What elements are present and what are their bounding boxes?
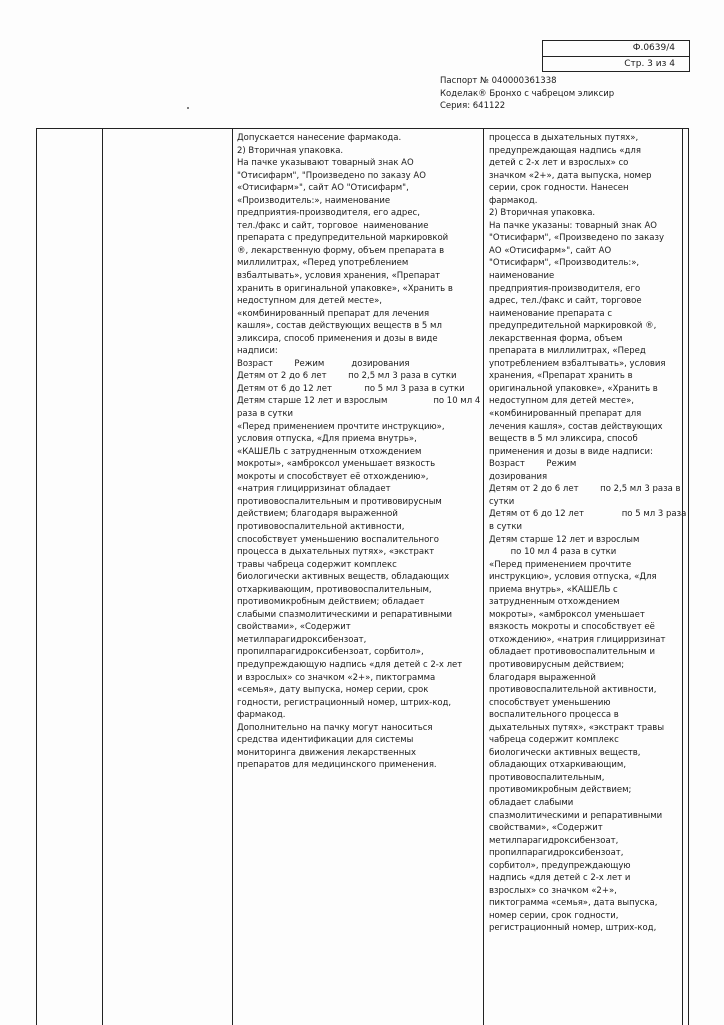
- text-line: кашля», состав действующих веществ в 5 мл: [237, 321, 442, 332]
- text-line: хранения, «Препарат хранить в: [489, 371, 633, 382]
- column-divider: [232, 129, 233, 1025]
- text-line: надпись «для детей с 2-х лет и: [489, 873, 631, 884]
- text-line: 2) Вторичная упаковка.: [489, 208, 596, 219]
- text-line: Детям старше 12 лет и взрослым по 10 мл 4: [237, 396, 481, 407]
- text-line: Детям от 2 до 6 лет по 2,5 мл 3 раза в сутки: [237, 371, 457, 382]
- text-line: инструкцию», условия отпуска, «Для: [489, 572, 657, 583]
- text-line: Возраст Режим: [489, 459, 577, 470]
- text-line: вязкость мокроты и способствует её: [489, 622, 655, 633]
- text-line: «Перед применением прочтите инструкцию»,: [237, 421, 445, 432]
- product-name: Коделак® Бронхо с чабрецом эликсир: [440, 88, 615, 99]
- text-line: свойствами», «Содержит: [237, 622, 351, 633]
- text-line: наименование препарата с: [489, 308, 613, 319]
- text-line: противовоспалительной активности,: [489, 685, 657, 696]
- text-line: веществ в 5 мл эликсира, способ: [489, 434, 638, 445]
- series-number: Серия: 641122: [440, 101, 506, 111]
- text-line: наименование: [489, 271, 555, 282]
- text-line: затрудненным отхождением: [489, 597, 620, 608]
- text-line: чабреца содержит комплекс: [489, 735, 619, 746]
- text-line: "Отисифарм", «Производитель:»,: [489, 258, 640, 269]
- text-line: миллилитрах, «Перед употреблением: [237, 258, 409, 269]
- text-line: Детям от 6 до 12 лет по 5 мл 3 раза: [489, 509, 687, 520]
- text-line: препаратов для медицинского применения.: [237, 760, 437, 771]
- text-line: эликсира, способ применения и дозы в виде: [237, 333, 438, 344]
- text-line: дыхательных путях», «экстракт травы: [489, 722, 665, 733]
- column-divider: [102, 129, 103, 1025]
- text-line: фармакод.: [237, 710, 286, 721]
- text-line: слабыми спазмолитическими и репаративными: [237, 609, 453, 620]
- text-line: травы чабреца содержит комплекс: [237, 559, 397, 570]
- text-line: детей с 2-х лет и взрослых» со: [489, 158, 629, 169]
- text-line: На пачке указаны: товарный знак АО: [489, 220, 657, 231]
- text-line: Детям от 2 до 6 лет по 2,5 мл 3 раза в: [489, 484, 681, 495]
- text-line: «КАШЕЛЬ с затрудненным отхождением: [237, 446, 422, 457]
- text-line: обладает слабыми: [489, 797, 574, 808]
- text-line: регистрационный номер, штрих-код,: [489, 923, 657, 934]
- passport-number: Паспорт № 040000361338: [440, 76, 557, 86]
- specification-table: [36, 128, 689, 1025]
- text-line: АО «Отисифарм»", сайт АО: [489, 245, 612, 256]
- text-line: действием; благодаря выраженной: [237, 509, 398, 520]
- text-line: обладает противовоспалительным и: [489, 647, 656, 658]
- text-line: мониторинга движения лекарственных: [237, 747, 417, 758]
- text-line: противовоспалительным,: [489, 772, 605, 783]
- text-line: пропилпарагидроксибензоат,: [489, 848, 624, 859]
- text-line: предприятия-производителя, его адрес,: [237, 208, 420, 219]
- text-line: «Отисифарм»", сайт АО "Отисифарм",: [237, 183, 409, 194]
- document-meta: [440, 75, 614, 113]
- text-line: надписи:: [237, 346, 278, 357]
- text-line: предупреждающая надпись «для: [489, 145, 641, 156]
- page-number: Стр. 3 из 4: [543, 56, 689, 72]
- text-line: оригинальной упаковке», «Хранить в: [489, 383, 658, 394]
- text-line: «комбинированный препарат для лечения: [237, 308, 430, 319]
- text-line: Детям от 6 до 12 лет по 5 мл 3 раза в сутки: [237, 383, 465, 394]
- text-line: по 10 мл 4 раза в сутки: [489, 547, 617, 558]
- text-line: спазмолитическими и репаративными: [489, 810, 663, 821]
- text-line: препарата с предупредительной маркировкой: [237, 233, 449, 244]
- text-line: отхождению», «натрия глицирризинат: [489, 634, 666, 645]
- text-line: противовирусным действием;: [489, 659, 625, 670]
- text-line: благодаря выраженной: [489, 672, 596, 683]
- text-line: предупредительной маркировкой ®,: [489, 321, 657, 332]
- text-line: способствует уменьшению воспалительного: [237, 534, 439, 545]
- text-line: недоступном для детей месте»,: [489, 396, 634, 407]
- text-line: приема внутрь», «КАШЕЛЬ с: [489, 584, 618, 595]
- text-line: тел./факс и сайт, торговое наименование: [237, 220, 429, 231]
- text-line: противомикробным действием;: [489, 785, 632, 796]
- text-line: «семья», дату выпуска, номер серии, срок: [237, 685, 429, 696]
- text-line: обладающих отхаркивающим,: [489, 760, 627, 771]
- text-line: «Перед применением прочтите: [489, 559, 632, 570]
- text-line: процесса в дыхательных путях», «экстракт: [237, 547, 435, 558]
- text-line: недоступном для детей месте»,: [237, 296, 382, 307]
- text-line: противовоспалительным и противовирусным: [237, 496, 442, 507]
- text-line: взрослых» со значком «2+»,: [489, 885, 617, 896]
- actual-column: [489, 132, 686, 935]
- text-line: взбалтывать», условия хранения, «Препарат: [237, 271, 441, 282]
- text-line: ®, лекарственную форму, объем препарата в: [237, 245, 445, 256]
- text-line: способствует уменьшению: [489, 697, 611, 708]
- text-line: средства идентификации для системы: [237, 735, 414, 746]
- text-line: Допускается нанесение фармакода.: [237, 133, 402, 143]
- text-line: предупреждающую надпись «для детей с 2-х лет: [237, 659, 463, 670]
- requirements-column: [237, 132, 480, 772]
- column-divider: [483, 129, 484, 1025]
- text-line: метилпарагидроксибензоат,: [489, 835, 619, 846]
- text-line: адрес, тел./факс и сайт, торговое: [489, 296, 642, 307]
- text-line: в сутки: [489, 521, 523, 532]
- text-line: Детям старше 12 лет и взрослым: [489, 534, 640, 545]
- text-line: «комбинированный препарат для: [489, 409, 642, 420]
- text-line: фармакод.: [489, 195, 538, 206]
- text-line: лечения кашля», состав действующих: [489, 421, 663, 432]
- text-line: сутки: [489, 496, 515, 507]
- text-line: хранить в оригинальной упаковке», «Хранить в: [237, 283, 453, 294]
- text-line: пропилпарагидроксибензоат, сорбитол»,: [237, 647, 424, 658]
- text-line: «Производитель:», наименование: [237, 195, 391, 206]
- text-line: лекарственная форма, объем: [489, 333, 623, 344]
- text-line: дозирования: [489, 471, 548, 482]
- text-line: воспалительного процесса в: [489, 710, 619, 721]
- text-line: пиктограмма «семья», дата выпуска,: [489, 898, 658, 909]
- text-line: сорбитол», предупреждающую: [489, 860, 631, 871]
- text-line: «натрия глицирризинат обладает: [237, 484, 391, 495]
- text-line: предприятия-производителя, его: [489, 283, 641, 294]
- scan-speck: [187, 107, 189, 109]
- text-line: противовоспалительной активности,: [237, 521, 405, 532]
- text-line: годности, регистрационный номер, штрих-код,: [237, 697, 452, 708]
- text-line: препарата в миллилитрах, «Перед: [489, 346, 646, 357]
- text-line: процесса в дыхательных путях»,: [489, 133, 639, 143]
- text-line: отхаркивающим, противовоспалительным,: [237, 584, 432, 595]
- text-line: раза в сутки: [237, 409, 294, 420]
- text-line: условия отпуска, «Для приема внутрь»,: [237, 434, 417, 445]
- form-code-box: [542, 40, 690, 72]
- text-line: 2) Вторичная упаковка.: [237, 145, 344, 156]
- text-line: и взрослых» со значком «2+», пиктограмма: [237, 672, 436, 683]
- text-line: Дополнительно на пачку могут наноситься: [237, 722, 433, 733]
- text-line: противомикробным действием; обладает: [237, 597, 425, 608]
- text-line: На пачке указывают товарный знак АО: [237, 158, 414, 169]
- text-line: мокроты», «амброксол уменьшает: [489, 609, 645, 620]
- text-line: применения и дозы в виде надписи:: [489, 446, 653, 457]
- text-line: значком «2+», дата выпуска, номер: [489, 170, 652, 181]
- text-line: свойствами», «Содержит: [489, 823, 603, 834]
- text-line: употреблением взбалтывать», условия: [489, 358, 666, 369]
- text-line: Возраст Режим дозирования: [237, 358, 410, 369]
- text-line: "Отисифарм", «Произведено по заказу: [489, 233, 664, 244]
- form-code: Ф.0639/4: [632, 43, 675, 53]
- text-line: мокроты», «амброксол уменьшает вязкость: [237, 459, 436, 470]
- text-line: "Отисифарм", "Произведено по заказу АО: [237, 170, 426, 181]
- text-line: метилпарагидроксибензоат,: [237, 634, 367, 645]
- text-line: биологически активных веществ, обладающих: [237, 572, 450, 583]
- text-line: мокроты и способствует её отхождению»,: [237, 471, 429, 482]
- text-line: серии, срок годности. Нанесен: [489, 183, 629, 194]
- text-line: биологически активных веществ,: [489, 747, 641, 758]
- text-line: номер серии, срок годности,: [489, 910, 619, 921]
